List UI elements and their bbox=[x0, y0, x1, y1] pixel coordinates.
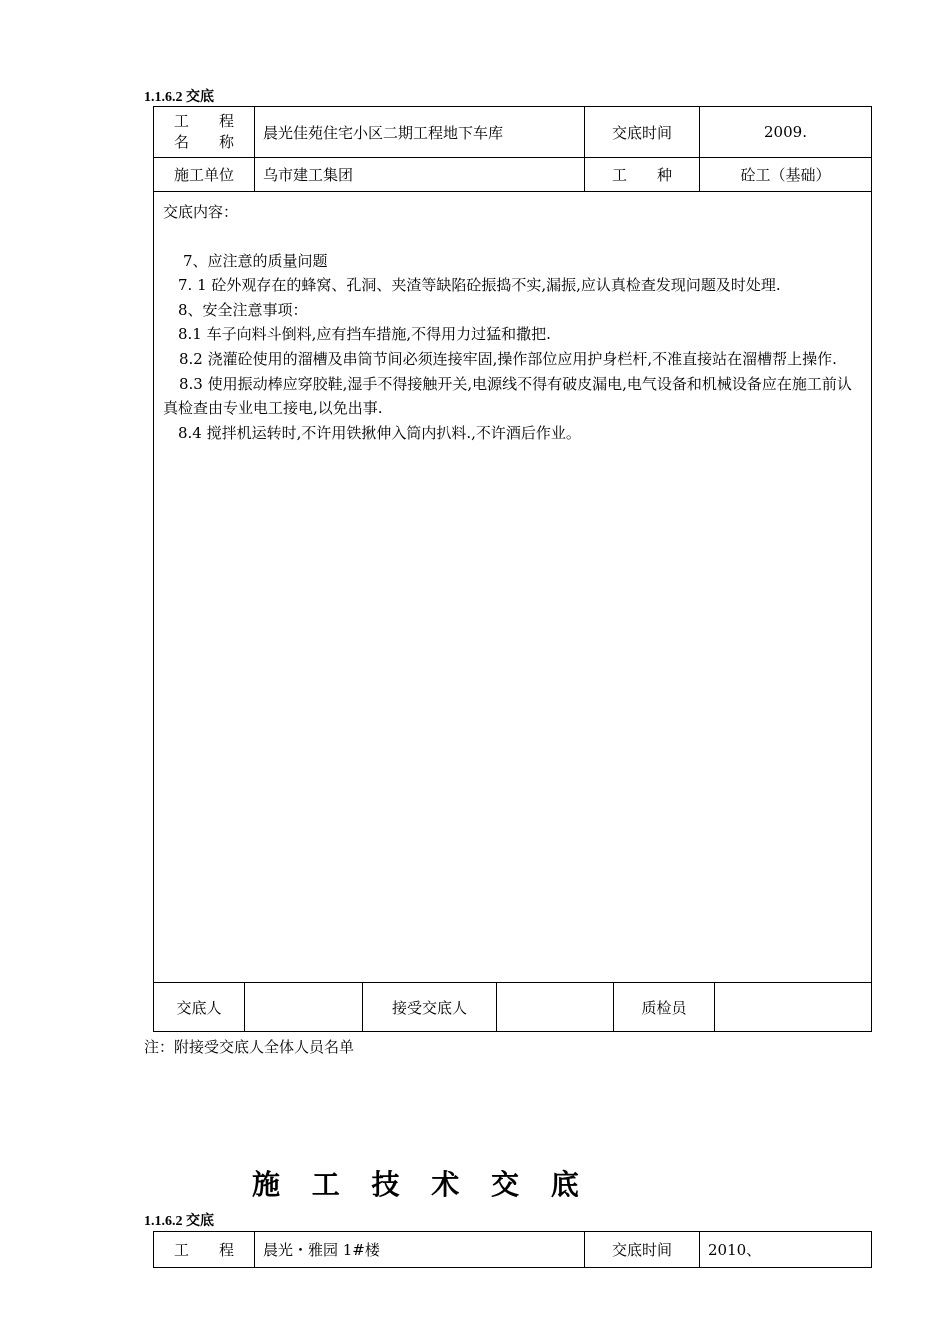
content-line: 8.1 车子向料斗倒料,应有挡车措施,不得用力过猛和撒把. bbox=[178, 325, 551, 344]
section-label: 1.1.6.2 交底 bbox=[144, 1214, 214, 1229]
page-title: 施 工 技 术 交 底 bbox=[252, 1168, 590, 1201]
project-row bbox=[154, 1232, 872, 1268]
project-name-value: 晨光佳苑住宅小区二期工程地下车库 bbox=[255, 107, 585, 158]
content-line: 7、应注意的质量问题 bbox=[183, 251, 328, 270]
construction-unit-label: 施工单位 bbox=[154, 158, 255, 192]
inspector-signature bbox=[715, 983, 872, 1032]
inspector-label: 质检员 bbox=[614, 983, 715, 1032]
content-row bbox=[154, 192, 872, 983]
disclosure-time-value: 2010、 bbox=[700, 1232, 872, 1268]
discloser-label: 交底人 bbox=[154, 983, 245, 1032]
disclosure-time-value: 2009. bbox=[700, 107, 872, 158]
receiver-signature bbox=[497, 983, 614, 1032]
content-label: 交底内容： bbox=[163, 203, 239, 221]
project-name-label: 工 程 名 称 bbox=[154, 107, 255, 158]
disclosure-table bbox=[153, 106, 872, 983]
project-name-label: 工 程 bbox=[154, 1232, 255, 1268]
signature-table bbox=[153, 982, 872, 1032]
content-line: 7. 1 砼外观存在的蜂窝、孔洞、夹渣等缺陷砼振捣不实,漏振,应认真检查发现问题及时处理. bbox=[178, 276, 781, 295]
receiver-label: 接受交底人 bbox=[363, 983, 497, 1032]
content-line: 8.4 搅拌机运转时,不许用铁揪伸入筒内扒料.,不许酒后作业。 bbox=[178, 423, 581, 442]
disclosure-table-2 bbox=[153, 1231, 872, 1268]
content-line: 8.2 浇灌砼使用的溜槽及串筒节间必须连接牢固,操作部位应用护身栏杆,不准直接站在溜槽帮上操作. bbox=[179, 349, 837, 368]
disclosure-content bbox=[154, 192, 872, 983]
signature-row bbox=[154, 983, 872, 1032]
project-row bbox=[154, 107, 872, 158]
construction-unit-value: 乌市建工集团 bbox=[255, 158, 585, 192]
section-label: 1.1.6.2 交底 bbox=[144, 90, 214, 105]
attachment-note: 注：附接受交底人全体人员名单 bbox=[144, 1038, 355, 1056]
unit-row bbox=[154, 158, 872, 192]
work-type-label: 工 种 bbox=[585, 158, 700, 192]
disclosure-time-label: 交底时间 bbox=[585, 1232, 700, 1268]
discloser-signature bbox=[245, 983, 363, 1032]
content-line: 8、安全注意事项： bbox=[178, 300, 308, 319]
project-name-value: 晨光・雅园 1#楼 bbox=[255, 1232, 585, 1268]
disclosure-time-label: 交底时间 bbox=[585, 107, 700, 158]
content-line: 8.3 使用振动棒应穿胶鞋,湿手不得接触开关,电源线不得有破皮漏电,电气设备和机械设备应在施工前认真检查由专业电工接电,以免出事. bbox=[163, 374, 852, 418]
work-type-value: 砼工（基础） bbox=[700, 158, 872, 192]
